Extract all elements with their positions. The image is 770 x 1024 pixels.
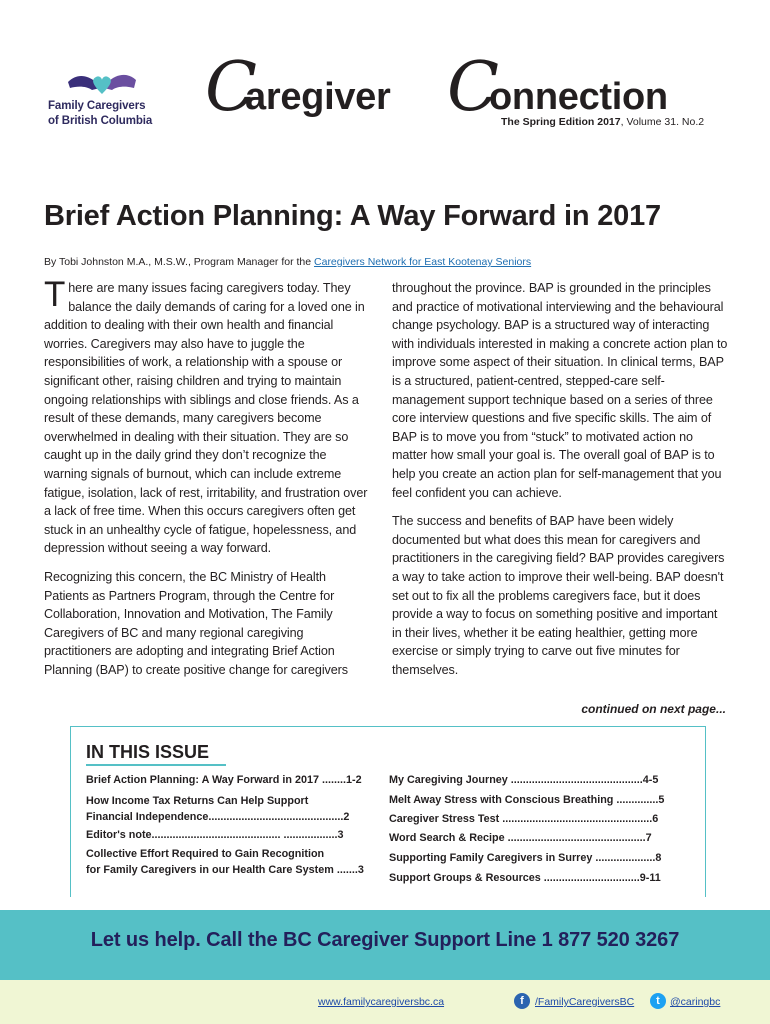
article-paragraph: throughout the province. BAP is grounded in the principles and practice of motivational interviewing and the behavioural change psychology. BAP is a structured way of interacting with individuals interested in making a concrete action plan to improve some aspect of their situation. In clinical terms, BAP is a structured, patient-centred, stepped-care self-management support technique based on a series of three core interview questions and five specific skills. The aim of BAP is to move you from “stuck” to motivated action no matter how small your goal is. The overall goal of BAP is to help you create an action plan for self-management that you feel confident you can achieve.: [392, 281, 728, 500]
article-paragraph: The success and benefits of BAP have been widely documented but what does this mean for caregivers and practitioners in the caregiving field? BAP provides caregivers a way to take action to improve their well-being. BAP doesn't set out to fix all the problems caregivers face, but it does provide a way to focus on something positive and important in their lives, whether it be eating healthier, getting more exercise or simply trying to carve out five minutes for themselves.: [392, 514, 725, 677]
masthead-word-caregiver: aregiver: [245, 76, 391, 118]
caregivers-network-link[interactable]: Caregivers Network for East Kootenay Seniors: [314, 256, 532, 268]
heading-underline: [86, 764, 226, 766]
edition-info: [501, 116, 704, 128]
toc-item[interactable]: Word Search & Recipe ..............................................7: [389, 832, 652, 844]
toc-item[interactable]: Support Groups & Resources ................................9-11: [389, 872, 661, 884]
article-paragraph: [44, 275, 369, 558]
org-name-line-2: of British Columbia: [48, 115, 153, 127]
support-line-text: Let us help. Call the BC Caregiver Support Line 1 877 520 3267: [90, 929, 680, 951]
toc-item[interactable]: Brief Action Planning: A Way Forward in 2017 ........1-2: [86, 774, 362, 786]
masthead-c2: C: [447, 48, 500, 127]
newsletter-masthead: [205, 48, 725, 140]
continued-notice: continued on next page...: [581, 702, 726, 716]
toc-item[interactable]: Financial Independence.............................................2: [86, 811, 350, 823]
toc-item[interactable]: How Income Tax Returns Can Help Support: [86, 795, 309, 807]
edition-season: The Spring Edition 2017: [501, 116, 621, 128]
toc-item[interactable]: Supporting Family Caregivers in Surrey ....................8: [389, 852, 662, 864]
masthead-c1: C: [205, 48, 258, 127]
twitter-icon: t: [650, 993, 666, 1009]
article-column-left: [44, 275, 369, 689]
facebook-icon: f: [514, 993, 530, 1009]
toc-item[interactable]: Editor's note........................................... ..................3: [86, 829, 344, 841]
article-paragraph: Recognizing this concern, the BC Ministry of Health Patients as Partners Program, through the Centre for Collaboration, Innovation and Motivation, The Family Caregivers of BC and many regional caregiving practitioners are adopting and integrating Brief Action Planning (BAP) to create positive change for caregivers: [44, 569, 348, 677]
organization-logo: [48, 62, 168, 132]
article-byline: [44, 256, 531, 268]
paragraph-text: here are many issues facing caregivers today. They balance the daily demands of caring for a loved one in addition to dealing with their own health and financial worries. Caregivers may also have to juggle the responsibilities of work, a relationship with a spouse or significant other, raising children and trying to maintain ongoing relationships with siblings and close friends. As a result of these demands, many caregivers become overwhelmed in dealing with their situation. They are so caught up in the daily grind they don’t recognize the warning signals of burnout, which can include extreme fatigue, isolation, lack of rest, irritability, and frustration over a lack of free time. When this occurs caregivers often get stuck in an unhealthy cycle of fatigue, hopelessness, and depression without seeing a way forward.: [44, 281, 368, 556]
in-this-issue-heading: IN THIS ISSUE: [86, 742, 210, 762]
edition-volume: , Volume 31. No.2: [620, 116, 705, 128]
byline-text: By Tobi Johnston M.A., M.S.W., Program Manager for the: [44, 256, 315, 268]
hands-heart-icon: [66, 68, 138, 102]
toc-item[interactable]: Caregiver Stress Test ..................................................6: [389, 813, 659, 825]
masthead-word-connection: onnection: [489, 76, 668, 118]
toc-item[interactable]: for Family Caregivers in our Health Care System .......3: [86, 864, 364, 876]
org-name-line-1: Family Caregivers: [48, 100, 146, 112]
toc-item[interactable]: My Caregiving Journey ............................................4-5: [389, 774, 659, 786]
article-column-right: [392, 279, 728, 689]
toc-item[interactable]: Melt Away Stress with Conscious Breathing ..............5: [389, 794, 665, 806]
article-title: Brief Action Planning: A Way Forward in 2017: [44, 200, 661, 232]
toc-item[interactable]: Collective Effort Required to Gain Recognition: [86, 848, 325, 860]
website-link[interactable]: www.familycaregiversbc.ca: [318, 996, 445, 1008]
drop-cap: T: [44, 275, 66, 314]
facebook-link[interactable]: /FamilyCaregiversBC: [535, 996, 635, 1008]
twitter-link[interactable]: @caringbc: [670, 996, 721, 1008]
